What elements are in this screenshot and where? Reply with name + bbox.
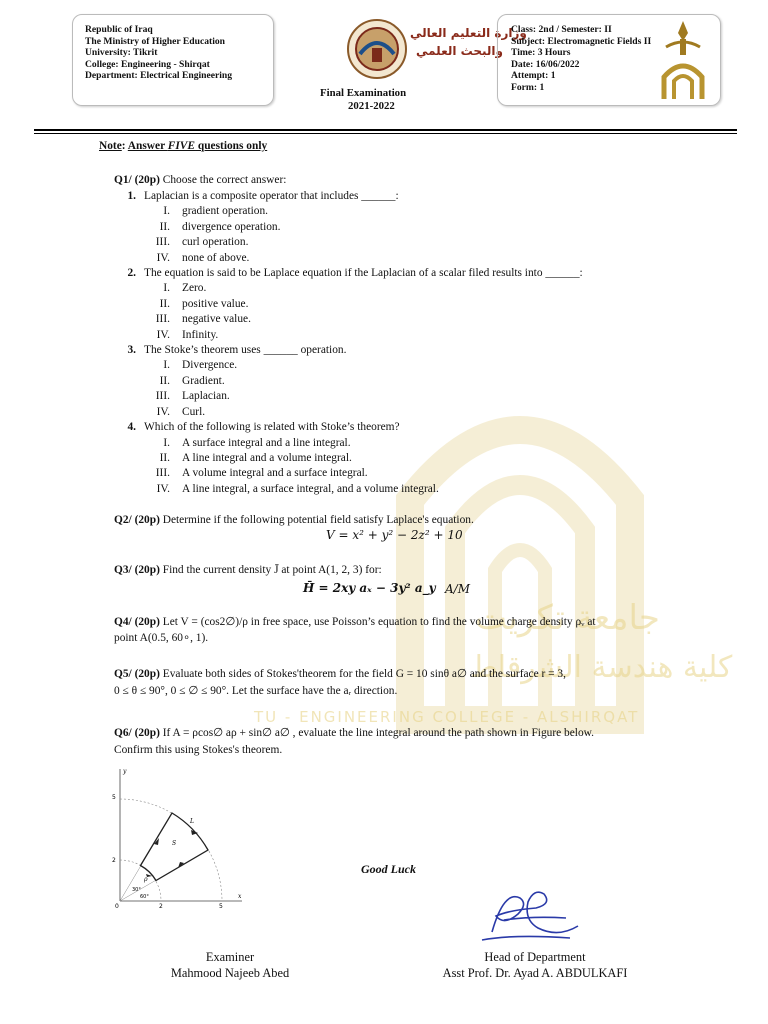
header-left-box <box>72 14 274 106</box>
fig-x-tick-5: 5 <box>219 903 223 910</box>
q1-option-text: Curl. <box>182 405 206 418</box>
header-ministry: The Ministry of Higher Education <box>85 35 226 47</box>
fig-y-tick-5: 5 <box>112 794 116 801</box>
q2-heading <box>114 513 474 528</box>
header-form: Form: 1 <box>511 81 545 93</box>
note-text-post: questions only <box>195 140 268 152</box>
header-department: Department: Electrical Engineering <box>85 70 233 82</box>
q3-label: Q3/ (20p) <box>114 564 160 576</box>
fig-axis-y: y <box>123 768 127 775</box>
university-logo-icon <box>654 19 712 101</box>
q1-option <box>114 204 583 219</box>
ministry-logo-text-1: وزارة التعليم العالي <box>410 26 527 40</box>
q1-option <box>114 220 583 235</box>
q1-option-text: Zero. <box>182 282 207 295</box>
fig-label-rho: ρ <box>144 876 148 883</box>
q1-item-number: 1. <box>127 190 136 202</box>
path-figure <box>108 765 248 910</box>
q3-text: Find the current density J̄ at point A(1, 2, 3) for: <box>159 564 382 576</box>
q1-option-numeral: II. <box>159 220 170 233</box>
q1-option-text: Divergence. <box>182 359 238 372</box>
q1-option <box>114 281 583 296</box>
watermark-arabic-2: كلية هندسة الشرقاط <box>470 650 733 685</box>
q1-item-text: Laplacian is a composite operator that includes ______: <box>144 190 399 202</box>
head-name: Asst Prof. Dr. Ayad A. ABDULKAFI <box>442 966 628 980</box>
q6-line1 <box>114 726 594 741</box>
q1-option <box>114 466 583 481</box>
q1-option-text: divergence operation. <box>182 220 281 233</box>
q1-item-text: The equation is said to be Laplace equation if the Laplacian of a scalar filed results into ______: <box>144 267 583 280</box>
q1-option-text: Gradient. <box>182 374 225 387</box>
q3-heading <box>114 563 382 578</box>
q1-option-text: positive value. <box>182 297 249 310</box>
note-label: Note <box>99 140 122 152</box>
q1-option <box>114 251 583 266</box>
q1-option <box>114 358 583 373</box>
q1-item-number: 3. <box>127 344 136 357</box>
q1-item <box>114 420 583 435</box>
q1-option-numeral: III. <box>155 313 170 326</box>
header-rule-thick <box>34 129 737 131</box>
good-luck: Good Luck <box>361 862 416 876</box>
q1-item-number: 2. <box>127 267 136 280</box>
header-class: Class: 2nd / Semester: II <box>511 24 612 35</box>
header-rule-thin <box>34 133 737 134</box>
q1-option-text: Infinity. <box>182 328 219 341</box>
q2-text: Determine if the following potential field satisfy Laplace's equation. <box>159 514 474 526</box>
q1-option <box>114 297 583 312</box>
q1-option-text: A volume integral and a surface integral. <box>182 467 368 480</box>
q1-option-numeral: III. <box>155 390 170 403</box>
q1-option <box>114 436 583 451</box>
fig-label-60: 60° <box>140 894 149 900</box>
q1-item <box>114 266 583 281</box>
note-line: Note: Answer FIVE questions only <box>99 140 268 152</box>
exam-title: Final Examination <box>320 87 407 99</box>
q1-option <box>114 374 583 389</box>
header-attempt: Attempt: 1 <box>511 70 556 82</box>
q1-option <box>114 451 583 466</box>
q5-label: Q5/ (20p) <box>114 668 160 680</box>
q1-option-numeral: II. <box>159 297 170 310</box>
q1-option-text: A surface integral and a line integral. <box>182 436 351 449</box>
q1-option <box>114 405 583 420</box>
q1-heading <box>114 173 286 188</box>
note-text-em: FIVE <box>167 140 196 152</box>
header-time: Time: 3 Hours <box>511 47 571 59</box>
q4-text-1: Let V = (cos2∅)/ρ in free space, use Poisson’s equation to find the volume charge density ρᵥ at <box>159 616 596 628</box>
q4-line2: point A(0.5, 60∘, 1). <box>114 632 209 644</box>
q1-option-numeral: I. <box>163 282 170 295</box>
q4-line1 <box>114 615 596 630</box>
q1-option <box>114 312 583 327</box>
q5-text-1: Evaluate both sides of Stokes'theorem for the field G = 10 sinθ a∅ and the surface r = 3, <box>159 668 566 680</box>
fig-y-tick-2: 2 <box>112 857 116 864</box>
head-block <box>420 949 650 981</box>
ministry-logo-text-2: والبحث العلمي <box>416 44 503 58</box>
ministry-emblem-icon <box>346 18 408 80</box>
q1-option-numeral: II. <box>159 451 170 464</box>
q1-option-text: none of above. <box>182 251 250 264</box>
q1-item-number: 4. <box>127 421 136 434</box>
header-right-box <box>497 14 721 106</box>
exam-year: 2021-2022 <box>348 100 395 112</box>
q1-items <box>114 189 583 497</box>
q1-option-text: curl operation. <box>182 236 249 249</box>
q1-option-text: negative value. <box>182 313 251 326</box>
header-country: Republic of Iraq <box>85 24 153 35</box>
q1-option-numeral: II. <box>159 374 170 387</box>
header-college: College: Engineering - Shirqat <box>85 58 210 70</box>
header-subject: Subject: Electromagnetic Fields II <box>511 35 652 47</box>
q1-item <box>114 343 583 358</box>
q4-label: Q4/ (20p) <box>114 616 160 628</box>
q3-unit: A/M <box>445 582 470 596</box>
q2-equation: V = x² + y² − 2z² + 10 <box>326 528 463 542</box>
fig-label-30: 30° <box>132 887 141 893</box>
q1-option-text: gradient operation. <box>182 205 269 218</box>
head-signature <box>474 880 586 950</box>
path-figure-svg <box>108 765 248 910</box>
examiner-title: Examiner <box>205 950 255 964</box>
q1-option-numeral: IV. <box>156 328 170 341</box>
header-university: University: Tikrit <box>85 47 158 59</box>
q1-option-numeral: IV. <box>156 405 170 418</box>
header-date: Date: 16/06/2022 <box>511 58 580 70</box>
q3-equation: H̄ = 2xy aₓ − 3y² a_y <box>303 581 436 595</box>
q1-option-numeral: I. <box>163 436 170 449</box>
q5-line2: 0 ≤ θ ≤ 90°, 0 ≤ ∅ ≤ 90°. Let the surface have the aᵣ direction. <box>114 685 398 697</box>
q6-label: Q6/ (20p) <box>114 727 160 739</box>
q5-line1 <box>114 667 566 682</box>
q1-option <box>114 482 583 497</box>
note-text-pre: Answer <box>127 140 168 152</box>
q1-item <box>114 189 583 204</box>
ministry-logo <box>346 18 527 80</box>
q1-option-numeral: IV. <box>156 251 170 264</box>
q1-option <box>114 328 583 343</box>
watermark-arabic-1: جامعة تكريت <box>475 598 660 638</box>
fig-x-tick-0: 0 <box>115 903 119 910</box>
q1-option <box>114 235 583 250</box>
q1-option <box>114 389 583 404</box>
q1-item-text: The Stoke’s theorem uses ______ operation. <box>144 344 347 357</box>
q1-label: Q1/ (20p) <box>114 174 160 186</box>
q6-line2: Confirm this using Stokes's theorem. <box>114 744 283 756</box>
fig-label-l: L <box>190 818 194 825</box>
examiner-block <box>140 949 320 981</box>
q1-option-numeral: III. <box>155 467 170 480</box>
q6-text-1: If A = ρcos∅ aρ + sin∅ a∅ , evaluate the line integral around the path shown in Figure below. <box>159 727 594 739</box>
q1-option-text: A line integral, a surface integral, and a volume integral. <box>182 482 439 495</box>
examiner-name: Mahmood Najeeb Abed <box>170 966 290 980</box>
fig-x-tick-2: 2 <box>159 903 163 910</box>
head-title: Head of Department <box>484 950 586 964</box>
q1-option-text: Laplacian. <box>182 390 230 403</box>
fig-axis-x: x <box>238 893 242 900</box>
q2-label: Q2/ (20p) <box>114 514 160 526</box>
q1-text: Choose the correct answer: <box>159 174 287 186</box>
watermark-english: TU - ENGINEERING COLLEGE - ALSHIRQAT <box>254 708 640 726</box>
q1-option-numeral: IV. <box>156 482 170 495</box>
q1-option-text: A line integral and a volume integral. <box>182 451 352 464</box>
q1-option-numeral: I. <box>163 359 170 372</box>
q1-option-numeral: I. <box>163 205 170 218</box>
q1-item-text: Which of the following is related with Stoke’s theorem? <box>144 421 400 434</box>
q1-option-numeral: III. <box>155 236 170 249</box>
fig-label-s: S <box>172 840 177 847</box>
